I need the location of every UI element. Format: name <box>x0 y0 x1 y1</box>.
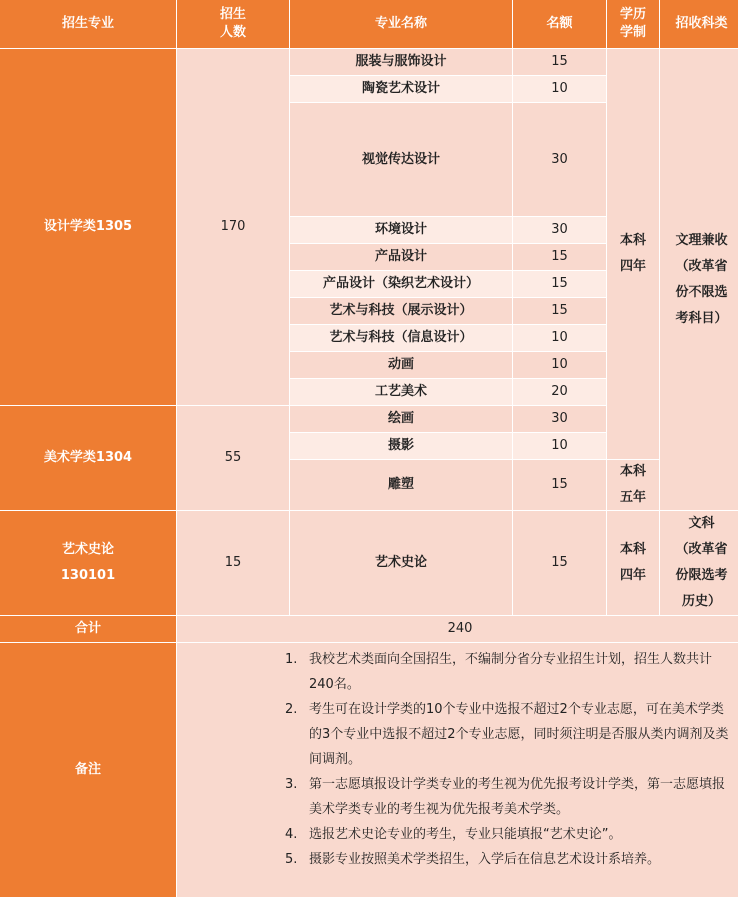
header-subject-type: 招收科类 <box>660 0 738 48</box>
enrollment-cell: 55 <box>177 406 289 510</box>
major-name-cell: 工艺美术 <box>290 379 512 405</box>
quota-cell: 15 <box>513 511 606 615</box>
major-name-cell: 服装与服饰设计 <box>290 49 512 75</box>
quota-cell: 15 <box>513 460 606 510</box>
major-name-cell: 产品设计（染织艺术设计） <box>290 271 512 297</box>
remark-text: 考生可在设计学类的10个专业中选报不超过2个专业志愿，可在美术学类的3个专业中选报不超过2个专业志愿，同时须注明是否服从类内调剂及类间调剂。 <box>309 702 729 767</box>
remark-text: 第一志愿填报设计学类专业的考生视为优先报考设计学类，第一志愿填报美术学类专业的考生视为优先报考美术学类。 <box>309 777 726 817</box>
remark-text: 我校艺术类面向全国招生，不编制分省分专业招生计划，招生人数共计240名。 <box>309 652 713 692</box>
remark-text: 选报艺术史论专业的考生，专业只能填报“艺术史论”。 <box>309 827 622 842</box>
major-name-cell: 雕塑 <box>290 460 512 510</box>
remarks-label: 备注 <box>0 643 176 897</box>
category-cell: 设计学类1305 <box>0 49 176 405</box>
quota-cell: 15 <box>513 271 606 297</box>
subject-type-cell: 文科 （改革省 份限选考 历史） <box>660 511 738 615</box>
duration-cell: 本科 五年 <box>607 460 659 510</box>
quota-cell: 15 <box>513 298 606 324</box>
major-name-cell: 动画 <box>290 352 512 378</box>
quota-cell: 10 <box>513 352 606 378</box>
enrollment-cell: 15 <box>177 511 289 615</box>
header-duration: 学历 学制 <box>607 0 659 48</box>
major-name-cell: 艺术史论 <box>290 511 512 615</box>
major-name-cell: 视觉传达设计 <box>290 103 512 216</box>
remark-number: 3. <box>285 777 298 792</box>
total-value: 240 <box>177 616 738 642</box>
quota-cell: 20 <box>513 379 606 405</box>
header-major-name: 专业名称 <box>290 0 512 48</box>
remark-item <box>285 847 729 872</box>
remarks-list <box>177 643 738 897</box>
quota-cell: 10 <box>513 325 606 351</box>
major-name-cell: 绘画 <box>290 406 512 432</box>
quota-cell: 10 <box>513 433 606 459</box>
major-name-cell: 摄影 <box>290 433 512 459</box>
header-category: 招生专业 <box>0 0 176 48</box>
header-quota: 名额 <box>513 0 606 48</box>
major-name-cell: 艺术与科技（展示设计） <box>290 298 512 324</box>
quota-cell: 30 <box>513 406 606 432</box>
remark-item <box>285 697 729 772</box>
category-cell: 美术学类1304 <box>0 406 176 510</box>
quota-cell: 30 <box>513 217 606 243</box>
category-cell: 艺术史论 130101 <box>0 511 176 615</box>
major-name-cell: 艺术与科技（信息设计） <box>290 325 512 351</box>
duration-cell: 本科 四年 <box>607 511 659 615</box>
remark-item <box>285 647 729 697</box>
subject-type-cell: 文理兼收 （改革省 份不限选 考科目） <box>660 49 738 510</box>
remark-number: 4. <box>285 827 298 842</box>
remark-item <box>285 772 729 822</box>
duration-cell: 本科 四年 <box>607 49 659 459</box>
remark-number: 2. <box>285 702 298 717</box>
remark-text: 摄影专业按照美术学类招生，入学后在信息艺术设计系培养。 <box>309 852 661 867</box>
major-name-cell: 环境设计 <box>290 217 512 243</box>
quota-cell: 30 <box>513 103 606 216</box>
quota-cell: 15 <box>513 244 606 270</box>
major-name-cell: 陶瓷艺术设计 <box>290 76 512 102</box>
remark-number: 5. <box>285 852 298 867</box>
remark-number: 1. <box>285 652 298 667</box>
enrollment-cell: 170 <box>177 49 289 405</box>
quota-cell: 10 <box>513 76 606 102</box>
remark-item <box>285 822 729 847</box>
major-name-cell: 产品设计 <box>290 244 512 270</box>
header-enrollment: 招生 人数 <box>177 0 289 48</box>
total-label: 合计 <box>0 616 176 642</box>
quota-cell: 15 <box>513 49 606 75</box>
